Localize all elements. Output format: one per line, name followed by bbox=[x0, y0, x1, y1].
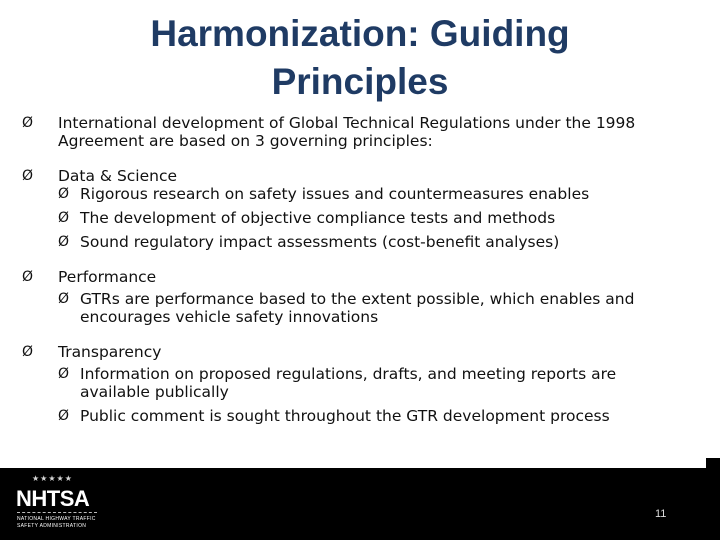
logo-wordmark: NHTSA bbox=[16, 486, 90, 511]
nhtsa-logo bbox=[14, 474, 100, 534]
arrow-bullet-icon: Ø bbox=[58, 210, 70, 226]
transparency-item-1-line-2: available publically bbox=[80, 383, 229, 401]
data-science-item-1: Rigorous research on safety issues and countermeasures enables bbox=[80, 185, 590, 203]
logo-subtitle-line-1: NATIONAL HIGHWAY TRAFFIC bbox=[17, 516, 96, 522]
data-science-item-3: Sound regulatory impact assessments (cost-benefit analyses) bbox=[80, 233, 560, 251]
sub-bullet bbox=[58, 290, 702, 326]
performance-item-line-2: encourages vehicle safety innovations bbox=[80, 308, 379, 326]
sub-bullet bbox=[58, 365, 702, 401]
logo-divider bbox=[17, 512, 97, 513]
transparency-item-1-line-1: Information on proposed regulations, drafts, and meeting reports are bbox=[80, 365, 617, 383]
intro-bullet bbox=[22, 114, 702, 150]
arrow-bullet-icon: Ø bbox=[22, 269, 34, 285]
arrow-bullet-icon: Ø bbox=[58, 291, 70, 307]
data-science-bullet bbox=[22, 167, 702, 185]
page-title bbox=[0, 10, 720, 106]
logo-subtitle bbox=[17, 516, 96, 530]
logo-stars-icon: ★★★★★ bbox=[32, 474, 73, 483]
sub-bullet bbox=[58, 407, 702, 425]
intro-line-2: Agreement are based on 3 governing principles: bbox=[58, 132, 433, 150]
data-science-heading: Data & Science bbox=[58, 167, 178, 185]
logo-subtitle-line-2: SAFETY ADMINISTRATION bbox=[17, 523, 87, 529]
title-line-1: Harmonization: Guiding bbox=[150, 13, 570, 54]
sub-bullet bbox=[58, 185, 702, 203]
arrow-bullet-icon: Ø bbox=[58, 366, 70, 382]
arrow-bullet-icon: Ø bbox=[22, 168, 34, 184]
bullet-list bbox=[22, 114, 702, 425]
footer-accent bbox=[706, 458, 720, 468]
title-line-2: Principles bbox=[271, 61, 449, 102]
arrow-bullet-icon: Ø bbox=[58, 408, 70, 424]
arrow-bullet-icon: Ø bbox=[58, 186, 70, 202]
page-number: 11 bbox=[655, 508, 667, 520]
sub-bullet bbox=[58, 233, 702, 251]
arrow-bullet-icon: Ø bbox=[58, 234, 70, 250]
footer-bar bbox=[0, 468, 720, 540]
arrow-bullet-icon: Ø bbox=[22, 344, 34, 360]
intro-line-1: International development of Global Technical Regulations under the 1998 bbox=[58, 114, 636, 132]
performance-bullet bbox=[22, 268, 702, 286]
transparency-heading: Transparency bbox=[58, 343, 162, 361]
sub-bullet bbox=[58, 209, 702, 227]
arrow-bullet-icon: Ø bbox=[22, 115, 34, 131]
performance-heading: Performance bbox=[58, 268, 157, 286]
transparency-item-2: Public comment is sought throughout the GTR development process bbox=[80, 407, 610, 425]
transparency-bullet bbox=[22, 343, 702, 361]
data-science-item-2: The development of objective compliance tests and methods bbox=[80, 209, 556, 227]
performance-item-line-1: GTRs are performance based to the extent possible, which enables and bbox=[80, 290, 635, 308]
